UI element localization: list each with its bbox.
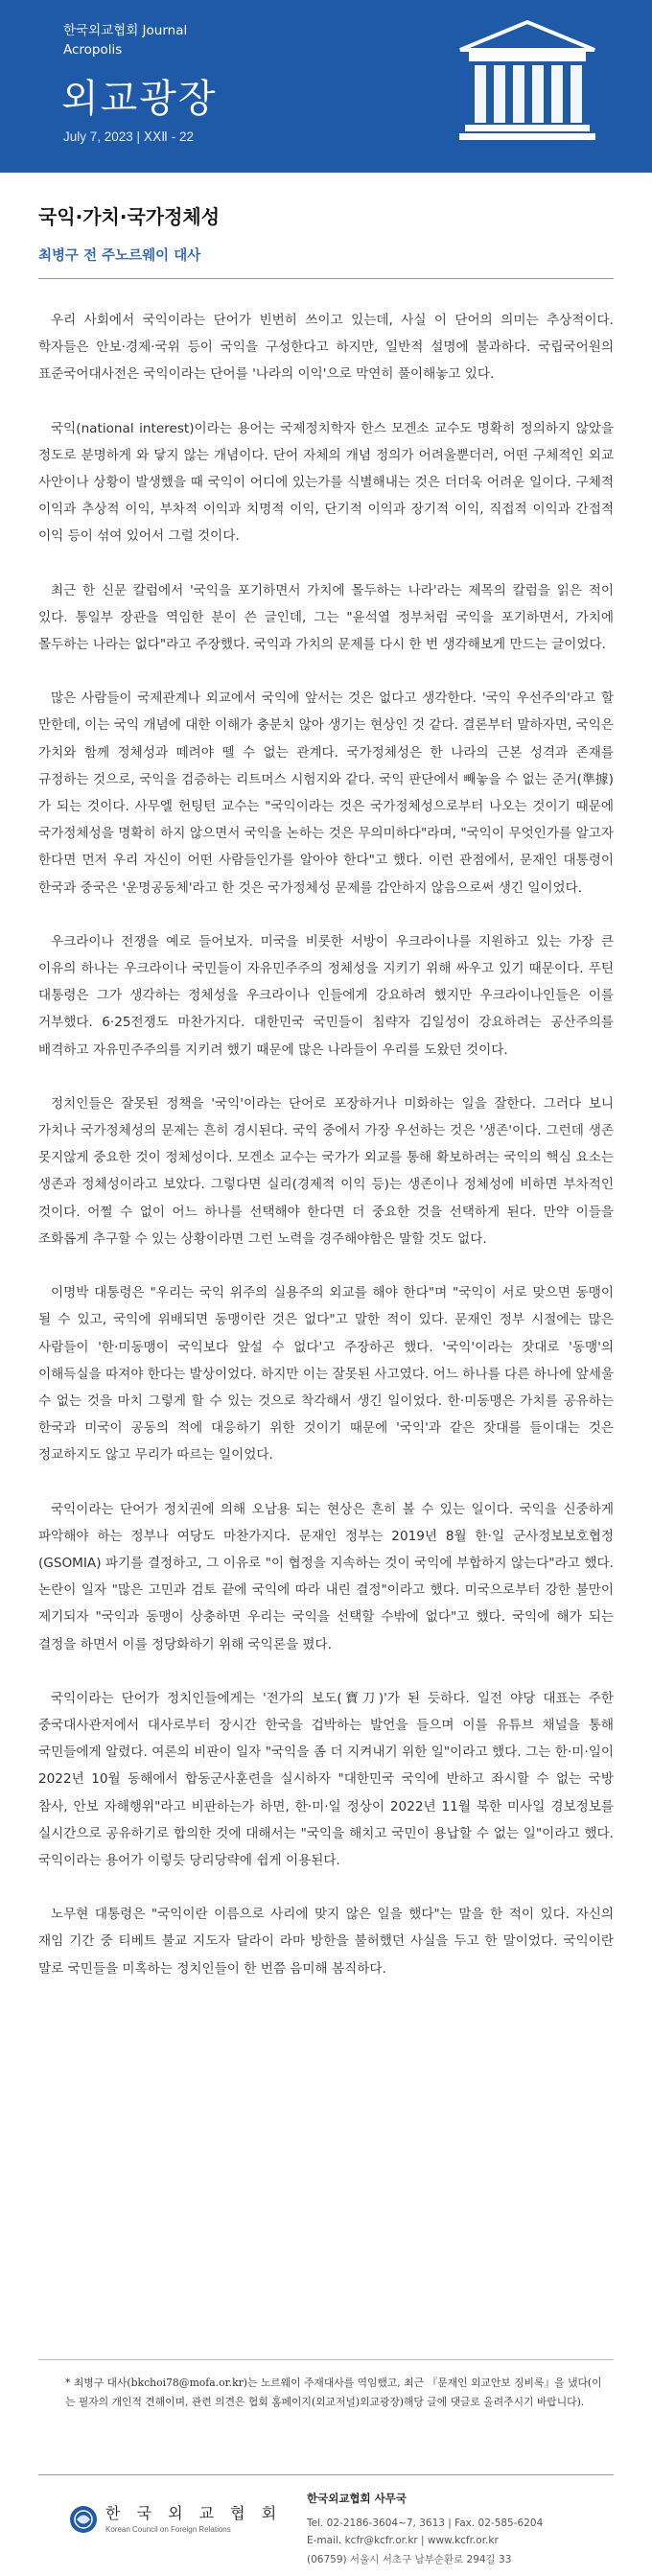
journal-name-line2: Acropolis <box>63 42 123 58</box>
office-title: 한국외교협회 사무국 <box>307 2492 407 2505</box>
article-title: 국익·가치·국가정체성 <box>38 205 221 228</box>
acropolis-temple-icon <box>455 17 599 144</box>
paragraph: 국익이라는 단어가 정치권에 의해 오남용 되는 현상은 흔히 볼 수 있는 일이다. 국익을 신중하게 파악해야 하는 정부나 여당도 마찬가지다. 문재인 정부는 2019년 8월 한·일 군사정보보호협정(GSOMIA) 파기를 결정하고, 그 이유로 "이 협정을 지속하는 것이 국익에 부합하지 않는다"라고 했다. 논란이 일자 "많은 고민과 검토 끝에 국익에 따라 내린 결정"이라고 했다. 미국으로부터 강한 불만이 제기되자 "국익과 동맹이 상충하면 우리는 국익을 선택할 수밖에 없다"고 했다. 국익에 해가 되는 결정을 하면서 이를 정당화하기 위해 국익론을 폈다. <box>38 1501 614 1652</box>
article-author: 최병구 전 주노르웨이 대사 <box>38 248 201 264</box>
footer-divider <box>38 2474 614 2475</box>
journal-title: 외교광장 <box>61 77 218 121</box>
paragraph: 최근 한 신문 칼럼에서 '국익을 포기하면서 가치에 몰두하는 나라'라는 제목의 칼럼을 읽은 적이 있다. 통일부 장관을 역임한 분이 쓴 글인데, 그는 "윤석열 정부처럼 국익을 포기하면서, 가치에 몰두하는 나라는 없다"라고 주장했다. 국익과 가치의 문제를 다시 한 번 생각해보게 만드는 글이었다. <box>38 582 614 653</box>
council-name: 한 국 외 교 협 회 <box>105 2504 283 2522</box>
contact-email-web: E-mail. kcfr@kcfr.or.kr | www.kcfr.or.kr <box>307 2535 499 2546</box>
author-footnote: * 최병구 대사(bkchoi78@mofa.or.kr)는 노르웨이 주재대사를 역임했고, 최근 『문재인 외교안보 징비록』을 냈다(이는 필자의 개인적 견해이며, 관련 의견은 협회 홈페이지(외교저널)외교광장)해당 글에 댓글로 올려주시기 바랍니다). <box>65 2377 602 2408</box>
journal-name <box>63 21 187 59</box>
paragraph: 우크라이나 전쟁을 예로 들어보자. 미국을 비롯한 서방이 우크라이나를 지원하고 있는 가장 큰 이유의 하나는 우크라이나 국민들이 자유민주주의 정체성을 지키기 위해 싸우고 있기 때문이다. 푸틴 대통령은 그가 생각하는 정체성을 우크라이나 인들에게 강요하려 했지만 우크라이나인들은 이를 거부했다. 6·25전쟁도 마찬가지다. 대한민국 국민들이 침략자 김일성이 강요하려는 공산주의를 배격하고 자유민주주의를 지키려 했기 때문에 많은 나라들이 우리를 도왔던 것이다. <box>38 933 614 1058</box>
header-banner <box>0 0 652 173</box>
paragraph: 정치인들은 잘못된 정책을 '국익'이라는 단어로 포장하거나 미화하는 일을 잘한다. 그러다 보니 가치나 국가정체성의 문제는 흔히 경시된다. 국익 중에서 가장 우선하는 것은 '생존'이다. 그런데 생존 못지않게 중요한 것이 정체성이다. 모겐소 교수는 국가가 외교를 통해 확보하려는 국익의 핵심 요소는 생존과 정체성이라고 보았다. 그렇다면 실리(경제적 이익 등)는 생존이나 정체성에 비하면 부차적인 것이다. 어쩔 수 없이 어느 하나를 선택해야 한다면 더 중요한 것을 선택하게 된다. 만약 이들을 조화롭게 추구할 수 있는 상황이라면 그런 노력을 경주해야함은 말할 것도 없다. <box>38 1095 614 1247</box>
paragraph: 노무현 대통령은 "국익이란 이름으로 사리에 맞지 않은 일을 했다"는 말을 한 적이 있다. 자신의 재임 기간 중 티베트 불교 지도자 달라이 라마 방한을 불허했던 사실을 두고 한 말이었다. 국익이란 말로 국민들을 미혹하는 정치인들이 한 번쯤 음미해 봄직하다. <box>38 1907 614 1977</box>
journal-name-line1: 한국외교협회 Journal <box>63 23 188 38</box>
title-divider <box>38 278 614 279</box>
paragraph: 국익(national interest)이라는 용어는 국제정치학자 한스 모겐소 교수도 명확히 정의하지 않았을 정도로 분명하게 와 닿지 않는 개념이다. 단어 자체의 개념 정의가 어려울뿐더러, 어떤 구체적인 외교 사안이나 상황이 발생했을 때 국익이 어디에 있는가를 식별해내는 것은 더더욱 어려운 일이다. 구체적 이익과 추상적 이익, 부차적 이익과 치명적 이익, 단기적 이익과 장기적 이익, 직접적 이익과 간접적 이익 등이 섞여 있어서 그럴 것이다. <box>38 420 614 545</box>
council-name-english: Korean Council on Foreign Relations <box>105 2525 231 2534</box>
council-emblem-icon <box>69 2505 98 2534</box>
paragraph: 이명박 대통령은 "우리는 국익 위주의 실용주의 외교를 해야 한다"며 "국익이 서로 맞으면 동맹이 될 수 있고, 국익에 위배되면 동맹이란 것은 없다"고 말한 적이 있다. 문재인 정부 시절에는 많은 사람들이 '한·미동맹이 국익보다 앞설 수 없다'고 주장하곤 했다. '국익'이라는 잣대로 '동맹'의 이해득실을 따져야 한다는 발상이었다. 하지만 이는 잘못된 사고였다. 어느 하나를 다른 하나에 앞세울 수 없는 것을 마치 그렇게 할 수 있는 것으로 착각해서 생긴 일이었다. 한·미동맹은 가치를 공유하는 한국과 미국이 공동의 적에 대응하기 위한 것이기 때문에 '국익'과 같은 잣대를 들이대는 것은 정교하지도 않고 무리가 따르는 일이었다. <box>38 1285 614 1464</box>
contact-phone-fax: Tel. 02-2186-3604~7, 3613 | Fax. 02-585-6204 <box>307 2517 544 2529</box>
article-body <box>38 307 614 2009</box>
paragraph: 우리 사회에서 국익이라는 단어가 빈번히 쓰이고 있는데, 사실 이 단어의 의미는 추상적이다. 학자들은 안보·경제·국위 등이 국익을 구성한다고 하지만, 일반적 설명에 불과하다. 국립국어원의 표준국어대사전은 국익이라는 단어를 '나라의 이익'으로 막연히 풀이해놓고 있다. <box>38 313 614 383</box>
contact-address: (06759) 서울시 서초구 남부순환로 294길 33 <box>307 2554 512 2565</box>
footnote-divider <box>38 2359 614 2360</box>
issue-date: July 7, 2023 | ⅩⅩⅡ - 22 <box>63 129 194 144</box>
paragraph: 많은 사람들이 국제관계나 외교에서 국익에 앞서는 것은 없다고 생각한다. '국익 우선주의'라고 할 만한데, 이는 국익 개념에 대한 이해가 충분치 않아 생기는 현상인 것 같다. 결론부터 말하자면, 국익은 가치와 함께 정체성과 떼려야 뗄 수 없는 관계다. 국가정체성은 한 나라의 근본 성격과 존재를 규정하는 것으로, 국익을 검증하는 리트머스 시험지와 같다. 국익 판단에서 빼놓을 수 없는 준거(準據)가 되는 것이다. 사무엘 헌팅턴 교수는 "국익이라는 것은 국가정체성으로부터 나오는 것이기 때문에 국가정체성을 명확히 하지 않으면서 국익을 논하는 것은 무의미하다"라며, "국익이 무엇인가를 알고자 한다면 먼저 우리 자신이 어떤 사람들인가를 알아야 한다"고 했다. 이런 관점에서, 문재인 대통령이 한국과 중국은 '운명공동체'라고 한 것은 국가정체성 문제를 감안하지 않음으로써 생긴 일이었다. <box>38 691 614 896</box>
paragraph: 국익이라는 단어가 정치인들에게는 '전가의 보도(寶刀)'가 된 듯하다. 일전 야당 대표는 주한 중국대사관저에서 대사로부터 장시간 한국을 겁박하는 발언을 들으며 이를 유튜브 채널을 통해 국민들에게 알렸다. 여론의 비판이 일자 "국익을 좀 더 지켜내기 위한 일"이라고 했다. 그는 한·미·일이 2022년 10월 동해에서 합동군사훈련을 실시하자 "대한민국 국익에 반하고 좌시할 수 없는 국방 참사, 안보 자해행위"라고 비판하는가 하면, 한·미·일 정상이 2022년 11월 북한 미사일 경보정보를 실시간으로 공유하기로 합의한 것에 대해서는 "국익을 해치고 국민이 용납할 수 없는 일"이라고 했다. 국익이라는 용어가 이렇듯 당리당략에 쉽게 이용된다. <box>38 1690 614 1868</box>
